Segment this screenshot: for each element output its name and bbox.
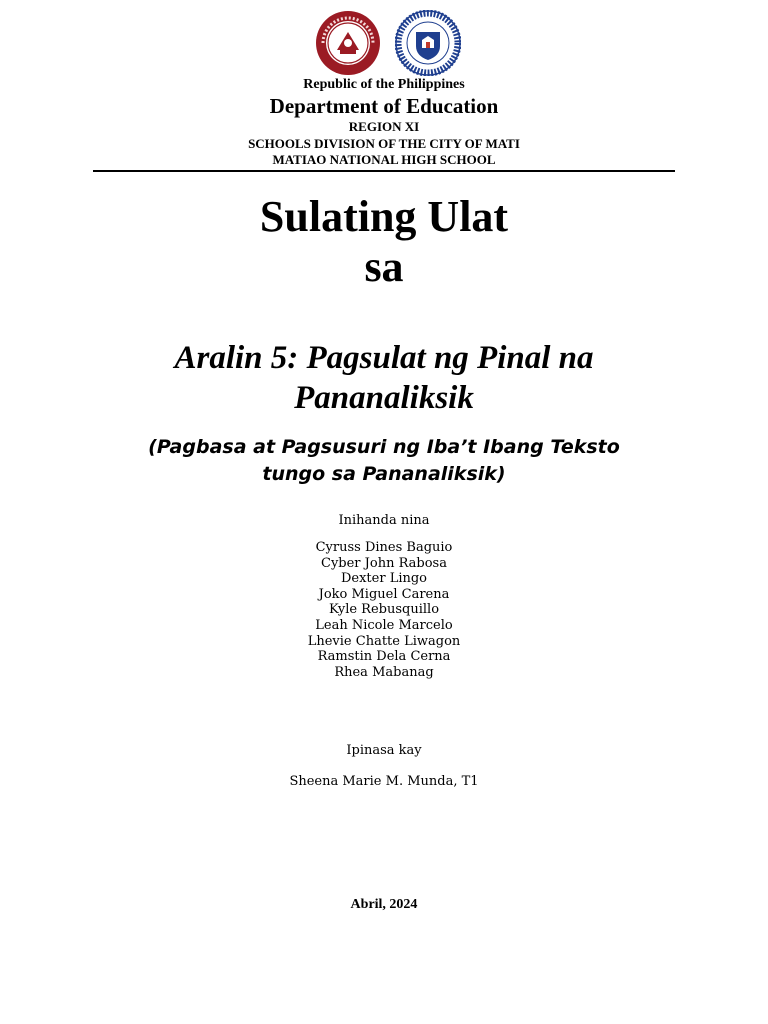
department-heading: Department of Education [269,94,499,118]
logo-row [0,10,768,76]
prepared-by-label: Inihanda nina [338,513,430,528]
subject-line-1: (Pagbasa at Pagsusuri ng Iba’t Ibang Teksto [148,436,620,458]
author-name: Kyle Rebusquillo [328,602,440,618]
author-list [0,540,768,680]
author-name: Leah Nicole Marcelo [315,617,453,633]
author-name: Rhea Mabanag [334,664,434,680]
region-heading: REGION XI [348,119,420,134]
subject-line-2: tungo sa Pananaliksik) [262,463,506,485]
division-heading: SCHOOLS DIVISION OF THE CITY OF MATI [248,136,520,151]
deped-seal-logo [395,10,461,76]
school-heading: MATIAO NATIONAL HIGH SCHOOL [272,152,496,167]
author-name: Lhevie Chatte Liwagon [307,633,461,649]
subject-title [0,434,768,488]
title-line-2: sa [364,242,404,291]
author-name: Dexter Lingo [340,571,428,587]
author-name: Cyruss Dines Baguio [315,540,453,555]
document-date: Abril, 2024 [350,897,418,912]
document-title [0,192,768,292]
school-seal-logo [315,10,381,76]
lesson-title [0,338,768,418]
republic-heading: Republic of the Philippines [303,77,465,92]
lesson-line-1: Aralin 5: Pagsulat ng Pinal na [174,340,594,376]
author-name: Ramstin Dela Cerna [317,649,451,665]
submitted-to-label: Ipinasa kay [346,743,422,758]
author-name: Joko Miguel Carena [318,586,450,602]
title-line-1: Sulating Ulat [259,192,509,241]
author-name: Cyber John Rabosa [321,555,447,571]
header-divider [93,170,675,172]
lesson-line-2: Pananaliksik [294,380,474,416]
teacher-name: Sheena Marie M. Munda, T1 [289,774,479,789]
